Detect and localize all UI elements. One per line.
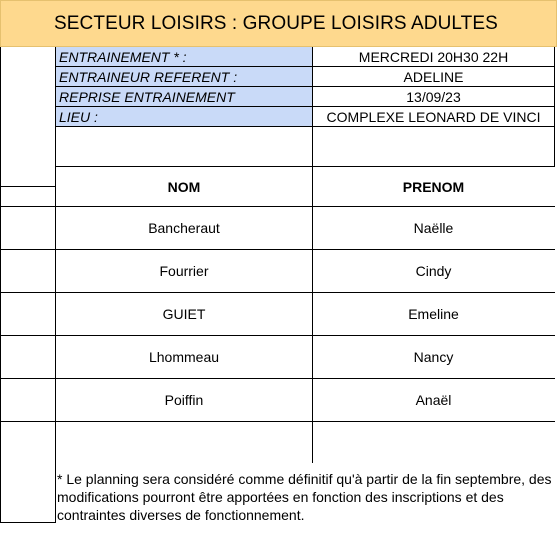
table-row-nom: GUIET [162, 306, 206, 322]
table-row-prenom: Cindy [415, 263, 452, 279]
info-value-training: MERCREDI 20H30 22H [358, 48, 509, 65]
footnote: * Le planning sera considéré comme définitif qu'à partir de la fin septembre, des modifications pourront être apportées en fonction des inscriptions et des contraintes diverses de fonctionnement. [57, 471, 552, 523]
table-row-prenom: Naëlle [413, 220, 454, 236]
info-value-coach: ADELINE [403, 68, 464, 85]
table-row-prenom: Nancy [413, 349, 454, 365]
column-header-nom: NOM [167, 178, 201, 195]
info-value-restart: 13/09/23 [406, 88, 461, 105]
info-value-place: COMPLEXE LEONARD DE VINCI [326, 108, 541, 125]
table-row-nom: Poiffin [164, 392, 204, 408]
table-row-nom: Fourrier [159, 263, 209, 279]
info-label-training: ENTRAINEMENT * : [56, 47, 312, 66]
info-label-restart: REPRISE ENTRAINEMENT [56, 87, 312, 106]
info-label-place: LIEU : [56, 107, 312, 126]
table-row-nom: Lhommeau [148, 349, 220, 365]
table-row-nom: Bancheraut [148, 220, 220, 236]
table-row-prenom: Emeline [408, 306, 459, 322]
table-row-prenom: Anaël [415, 392, 452, 408]
title-text: SECTEUR LOISIRS : GROUPE LOISIRS ADULTES [54, 12, 498, 34]
info-label-coach: ENTRAINEUR REFERENT : [56, 67, 312, 86]
page-title [0, 0, 557, 47]
column-header-prenom: PRENOM [402, 178, 465, 195]
